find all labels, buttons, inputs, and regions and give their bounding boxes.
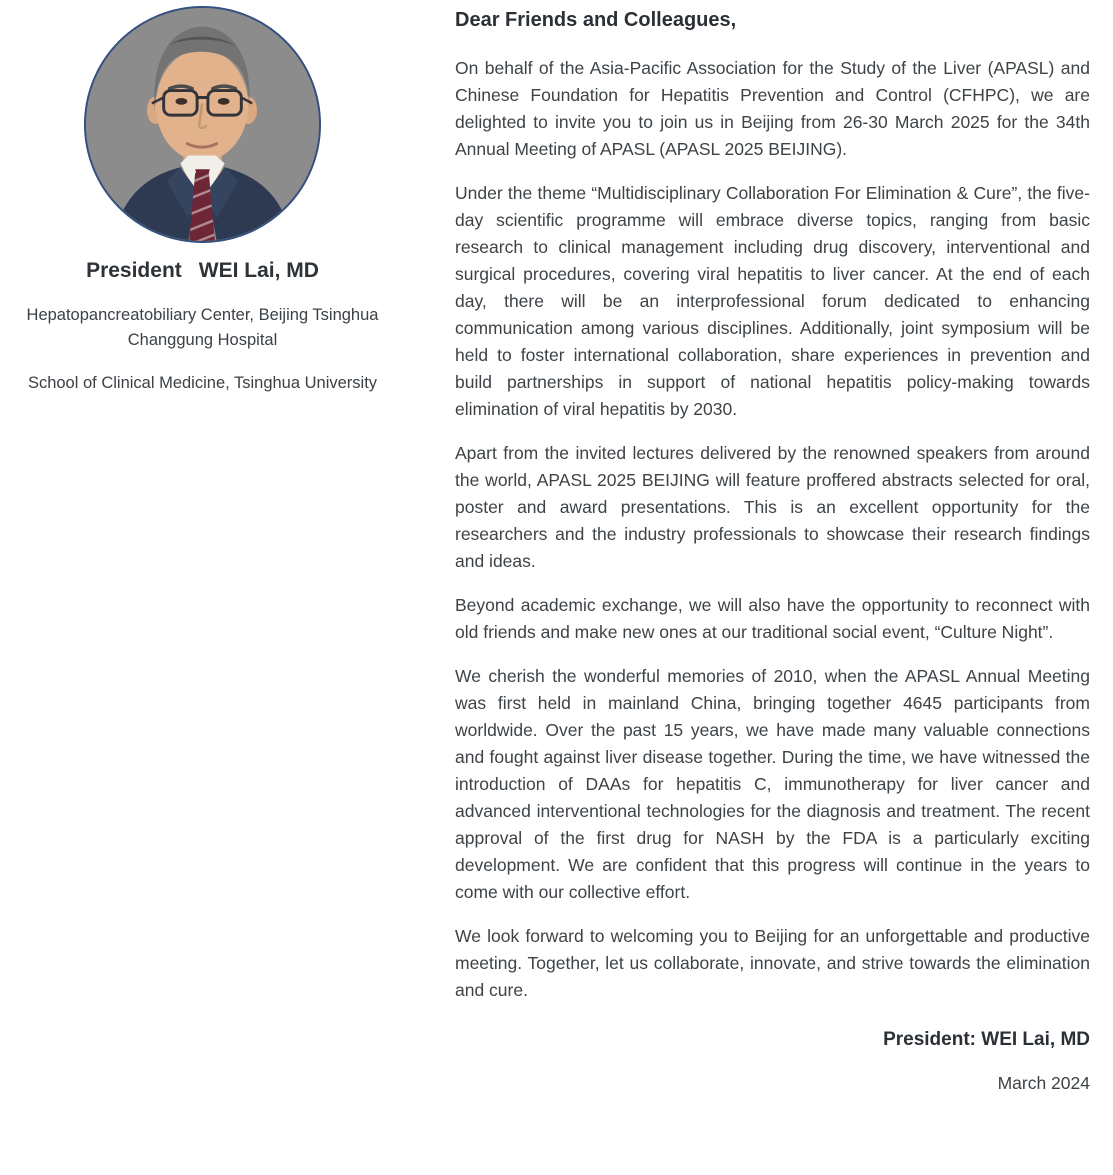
letter-paragraph-5: We cherish the wonderful memories of 2010, when the APASL Annual Meeting was first held in mainland China, bringing together 4645 participants from worldwide. Over the past 15 years, we have made many valuable connections and fought against liver disease together. During the time, we have witnessed the introduction of DAAs for hepatitis C, immunotherapy for liver cancer and advanced interventional technologies for the diagnosis and treatment. The recent approval of the first drug for NASH by the FDA is a particularly exciting development. We are confident that this progress will continue in the years to come with our collective effort. [455, 666, 1090, 902]
letter-paragraph-3: Apart from the invited lectures delivered by the renowned speakers from around the world, APASL 2025 BEIJING will feature proffered abstracts selected for oral, poster and award presentations. This is an excellent opportunity for the researchers and the industry professionals to showcase their research findings and ideas. [455, 443, 1090, 571]
letter-paragraph-2: Under the theme “Multidisciplinary Collaboration For Elimination & Cure”, the five-day scientific programme will embrace diverse topics, ranging from basic research to clinical management including drug discovery, interventional and surgical procedures, covering viral hepatitis to liver cancer. At the end of each day, there will be an interprofessional forum dedicated to enhancing communication among various disciplines. Additionally, joint symposium will be held to foster international collaboration, share experiences in prevention and build partnerships in support of national hepatitis policy-making towards elimination of viral hepatitis by 2030. [455, 183, 1090, 419]
letter-paragraph-1: On behalf of the Asia-Pacific Association for the Study of the Liver (APASL) and Chinese Foundation for Hepatitis Prevention and Control (CFHPC), we are delighted to invite you to join us in Beijing from 26-30 March 2025 for the 34th Annual Meeting of APASL (APASL 2025 BEIJING). [455, 58, 1090, 159]
portrait-illustration [86, 8, 319, 241]
president-photo [84, 6, 321, 243]
affiliation-university: School of Clinical Medicine, Tsinghua University [27, 374, 378, 392]
letter-paragraph-6: We look forward to welcoming you to Beijing for an unforgettable and productive meeting. Together, let us collaborate, innovate, and strive towards the elimination and cure. [455, 926, 1090, 1000]
president-name-label: WEI Lai, MD [198, 259, 319, 282]
letter-signature: President: WEI Lai, MD [883, 1029, 1090, 1050]
president-profile [0, 0, 405, 396]
letter-body [455, 0, 1090, 1097]
affiliation-hospital: Hepatopancreatobiliary Center, Beijing Tsinghua Changgung Hospital [26, 306, 379, 349]
letter-date: March 2024 [997, 1073, 1090, 1093]
president-name [0, 259, 405, 283]
president-title-label: President [86, 259, 182, 282]
letter-salutation: Dear Friends and Colleagues, [455, 9, 737, 31]
letter-paragraph-4: Beyond academic exchange, we will also have the opportunity to reconnect with old friends and make new ones at our traditional social event, “Culture Night”. [455, 595, 1090, 642]
